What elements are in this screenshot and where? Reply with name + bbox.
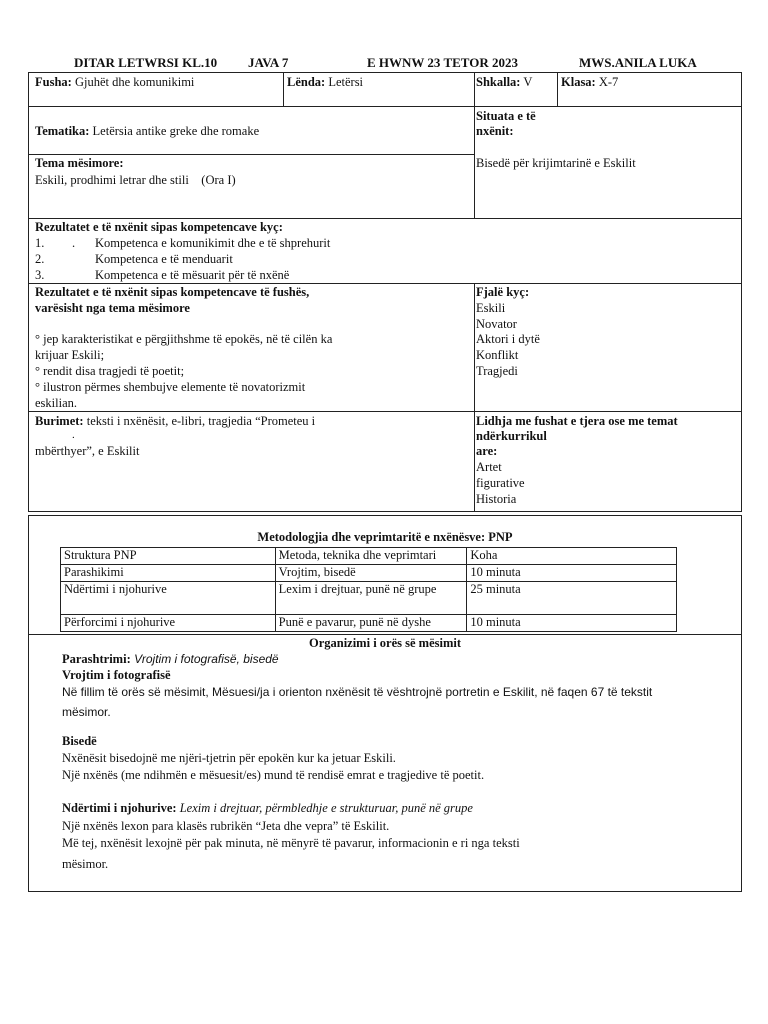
kyc-item-num: 1. — [35, 236, 45, 250]
fushes-line: eskilian. — [35, 396, 78, 410]
ndertimi-line: Ndërtimi i njohurive: Lexim i drejtuar, përmbledhje e strukturuar, punë në grupe — [62, 801, 473, 815]
diary-title: DITAR LETWRSI KL.10 — [74, 55, 218, 70]
fjale-kyc-item: Aktori i dytë — [476, 332, 540, 346]
parashtrimi-line: Parashtrimi: Vrojtim i fotografisë, bisedë — [62, 652, 279, 666]
table-cell: Punë e pavarur, punë në dyshe — [275, 615, 467, 632]
pnp-table — [60, 547, 677, 632]
date-label: E HWNW 23 TETOR 2023 — [367, 55, 518, 70]
bisede-line: Një nxënës (me ndihmën e mësuesit/es) mund të rendisë emrat e tragjedive të poetit. — [62, 768, 485, 782]
teacher-name: MWS.ANILA LUKA — [579, 55, 697, 70]
table-cell: 25 minuta — [467, 582, 677, 615]
table-cell: 10 minuta — [467, 615, 677, 632]
table-row — [61, 582, 677, 615]
table-header-cell: Koha — [467, 548, 677, 565]
kyc-item-mark: . — [72, 236, 76, 250]
table-row — [61, 615, 677, 632]
situata-label-2: nxënit: — [476, 124, 514, 138]
lidhja-item: Artet — [476, 460, 502, 474]
fjale-kyc-item: Eskili — [476, 301, 506, 315]
burimet-field: Burimet: teksti i nxënësit, e-libri, tragjedia “Prometeu i — [35, 414, 316, 428]
lidhja-title: Lidhja me fushat e tjera ose me temat — [476, 414, 678, 428]
ndertimi-text: Një nxënës lexon para klasës rubrikën “Jeta dhe vepra” të Eskilit. — [62, 819, 390, 833]
organizimi-title: Organizimi i orës së mësimit — [308, 636, 462, 650]
metodologjia-title: Metodologjia dhe veprimtaritë e nxënësve: PNP — [257, 530, 513, 544]
rezultatet-fushes-title: Rezultatet e të nxënit sipas kompetencave të fushës, — [35, 285, 310, 299]
fjale-kyc-item: Konflikt — [476, 348, 519, 362]
rezultatet-fushes-title-2: varësisht nga tema mësimore — [35, 301, 190, 315]
lidhja-item: figurative — [476, 476, 525, 490]
table-cell: Parashikimi — [61, 565, 276, 582]
kyc-item-text: Kompetenca e të mësuarit për të nxënë — [95, 268, 290, 282]
ndertimi-text: mësimor. — [62, 857, 109, 871]
tema-label: Tema mësimore: — [35, 156, 124, 170]
kyc-item-num: 3. — [35, 268, 45, 282]
table-cell: Ndërtimi i njohurive — [61, 582, 276, 615]
kyc-item-num: 2. — [35, 252, 45, 266]
situata-value: Bisedë për krijimtarinë e Eskilit — [476, 156, 636, 170]
lidhja-item: Historia — [476, 492, 517, 506]
ndertimi-text: Më tej, nxënësit lexojnë për pak minuta, në mënyrë të pavarur, informacionin e ri nga teksti — [62, 836, 520, 850]
table-header-cell: Metoda, teknika dhe veprimtari — [275, 548, 467, 565]
bisede-line: Nxënësit bisedojnë me njëri-tjetrin për epokën kur ka jetuar Eskili. — [62, 751, 396, 765]
fjale-kyc-item: Novator — [476, 317, 517, 331]
table-cell: 10 minuta — [467, 565, 677, 582]
fushes-line: ° ilustron përmes shembujve elemente të novatorizmit — [35, 380, 306, 394]
table-cell: Përforcimi i njohurive — [61, 615, 276, 632]
fushes-line: krijuar Eskili; — [35, 348, 105, 362]
vrojtim-title: Vrojtim i fotografisë — [62, 668, 171, 682]
burimet-line-2: mbërthyer”, e Eskilit — [35, 444, 140, 458]
klasa-field: Klasa: X-7 — [561, 75, 619, 89]
vrojtim-line: Në fillim të orës së mësimit, Mësuesi/ja i orienton nxënësit të vështrojnë portretin e Eskilit, në faqen 67 të tekstit — [62, 685, 653, 699]
rezultatet-kyc-title: Rezultatet e të nxënit sipas kompetencave kyç: — [35, 220, 283, 234]
fjale-kyc-title: Fjalë kyç: — [476, 285, 530, 299]
lenda-field: Lënda: Letërsi — [287, 75, 364, 89]
fushes-line: ° jep karakteristikat e përgjithshme të epokës, në të cilën ka — [35, 332, 333, 346]
bisede-title: Bisedë — [62, 734, 97, 748]
lidhja-title-3: are: — [476, 444, 498, 458]
situata-label: Situata e të — [476, 109, 536, 123]
tematika-field: Tematika: Letërsia antike greke dhe romake — [35, 124, 260, 138]
week-label: JAVA 7 — [248, 55, 289, 70]
shkalla-field: Shkalla: V — [476, 75, 533, 89]
table-row — [61, 565, 677, 582]
kyc-item-text: Kompetenca e komunikimit dhe e të shprehurit — [95, 236, 331, 250]
kyc-item-text: Kompetenca e të menduarit — [95, 252, 233, 266]
tema-value: Eskili, prodhimi letrar dhe stili (Ora I) — [35, 173, 236, 187]
table-cell: Vrojtim, bisedë — [275, 565, 467, 582]
vrojtim-line: mësimor. — [62, 705, 111, 719]
lidhja-title-2: ndërkurrikul — [476, 429, 547, 443]
fushes-line: ° rendit disa tragjedi të poetit; — [35, 364, 185, 378]
burimet-dot: . — [72, 429, 75, 441]
table-cell: Lexim i drejtuar, punë në grupe — [275, 582, 467, 615]
fusha-field: Fusha: Gjuhët dhe komunikimi — [35, 75, 195, 89]
fjale-kyc-item: Tragjedi — [476, 364, 518, 378]
table-header-cell: Struktura PNP — [61, 548, 276, 565]
table-header-row — [61, 548, 677, 565]
